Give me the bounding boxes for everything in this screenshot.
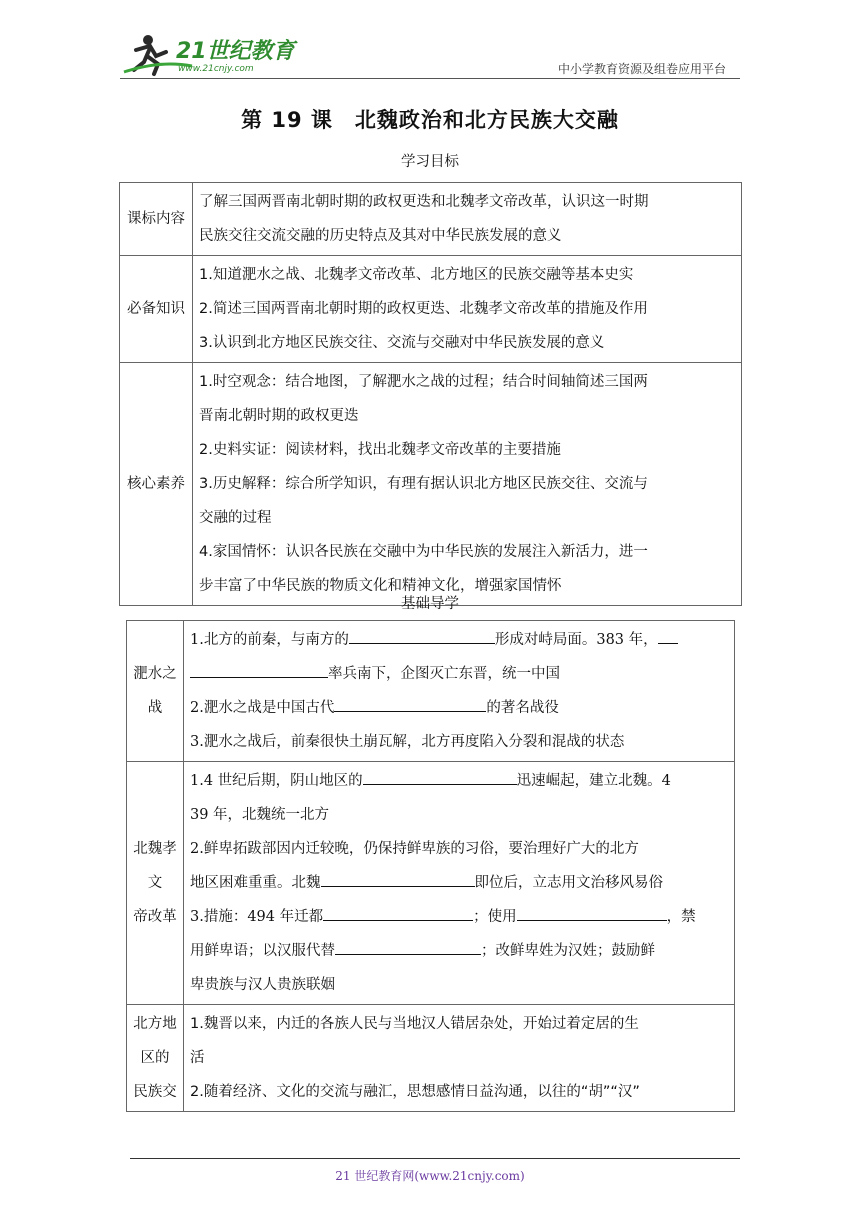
text-line: 2.史料实证：阅读材料，找出北魏孝文帝改革的主要措施 <box>199 442 561 458</box>
text-line: 交融的过程 <box>199 510 272 526</box>
fill-blank[interactable] <box>658 625 678 644</box>
label-line: 区的 <box>140 1050 170 1066</box>
table-row <box>127 762 735 1005</box>
text-line: 1.北方的前秦，与南方的 形成对峙局面。383 年， <box>190 623 728 657</box>
text-line: 2.淝水之战是中国古代 的著名战役 <box>190 691 728 725</box>
footer-link[interactable]: 21 世纪教育网(www.21cnjy.com) <box>335 1169 525 1183</box>
goal-label-standard: 课标内容 <box>120 183 193 256</box>
text-line: 4.家国情怀：认识各民族在交融中为中华民族的发展注入新活力，进一 <box>199 544 648 560</box>
goal-content-knowledge <box>193 256 742 363</box>
guide-label-feishui <box>127 621 184 762</box>
goal-label-literacy: 核心素养 <box>120 363 193 606</box>
text-line: 地区困难重重。北魏 即位后，立志用文治移风易俗 <box>190 866 728 900</box>
logo <box>120 30 300 78</box>
guide-label-fusion <box>127 1005 184 1112</box>
table-row <box>120 363 742 606</box>
text-line: 39 年，北魏统一北方 <box>190 807 330 823</box>
table-row <box>127 1005 735 1112</box>
label-line: 帝改革 <box>133 909 177 925</box>
text-line: 晋南北朝时期的政权更迭 <box>199 408 359 424</box>
fill-blank[interactable] <box>363 766 517 785</box>
svg-text:www.21cnjy.com: www.21cnjy.com <box>178 64 254 74</box>
label-line: 北方地 <box>133 1016 177 1032</box>
svg-text:21世纪教育: 21世纪教育 <box>176 39 295 64</box>
text-line: 3.历史解释：综合所学知识，有理有据认识北方地区民族交往、交流与 <box>199 476 648 492</box>
text-line: 活 <box>190 1050 205 1066</box>
text-line: 1.时空观念：结合地图，了解淝水之战的过程；结合时间轴简述三国两 <box>199 374 648 390</box>
text-line: 3.淝水之战后，前秦很快土崩瓦解，北方再度陷入分裂和混战的状态 <box>190 734 625 750</box>
text-line: 卑贵族与汉人贵族联姻 <box>190 977 335 993</box>
fill-blank[interactable] <box>321 868 475 887</box>
goals-table <box>119 182 742 606</box>
table-row <box>127 621 735 762</box>
platform-name: 中小学教育资源及组卷应用平台 <box>557 62 726 76</box>
fill-blank[interactable] <box>190 659 328 678</box>
text-line: 1.4 世纪后期，阴山地区的 迅速崛起，建立北魏。4 <box>190 764 728 798</box>
lesson-title: 第 19 课 北魏政治和北方民族大交融 <box>241 108 619 132</box>
label-line: 战 <box>147 700 163 716</box>
fill-blank[interactable] <box>517 902 667 921</box>
goals-heading: 学习目标 <box>401 154 459 170</box>
goal-content-literacy <box>193 363 742 606</box>
text-line: 2.简述三国两晋南北朝时期的政权更迭、北魏孝文帝改革的措施及作用 <box>199 301 648 317</box>
fill-blank[interactable] <box>349 625 495 644</box>
text-line: 用鲜卑语；以汉服代替 ；改鲜卑姓为汉姓；鼓励鲜 <box>190 934 728 968</box>
text-line: 步丰富了中华民族的物质文化和精神文化，增强家国情怀 <box>199 578 562 594</box>
text-line: 民族交往交流交融的历史特点及其对中华民族发展的意义 <box>199 228 562 244</box>
table-row <box>120 256 742 363</box>
fill-blank[interactable] <box>323 902 473 921</box>
label-line: 北魏孝 <box>133 841 177 857</box>
goal-content-standard <box>193 183 742 256</box>
guide-table <box>126 620 735 1112</box>
fill-blank[interactable] <box>334 693 486 712</box>
label-line: 民族交 <box>133 1084 177 1100</box>
text-line: 2.鲜卑拓跋部因内迁较晚，仍保持鲜卑族的习俗，要治理好广大的北方 <box>190 841 639 857</box>
text-line: 率兵南下，企图灭亡东晋，统一中国 <box>190 657 728 691</box>
goal-label-knowledge: 必备知识 <box>120 256 193 363</box>
text-line: 了解三国两晋南北朝时期的政权更迭和北魏孝文帝改革，认识这一时期 <box>199 194 649 210</box>
text-line: 3.认识到北方地区民族交往、交流与交融对中华民族发展的意义 <box>199 335 605 351</box>
guide-label-reform <box>127 762 184 1005</box>
text-line: 2.随着经济、文化的交流与融汇，思想感情日益沟通，以往的“胡”“汉” <box>190 1084 640 1100</box>
table-row <box>120 183 742 256</box>
runner-logo-icon <box>120 30 300 78</box>
guide-content-feishui <box>184 621 735 762</box>
guide-content-fusion <box>184 1005 735 1112</box>
text-line: 1.知道淝水之战、北魏孝文帝改革、北方地区的民族交融等基本史实 <box>199 267 634 283</box>
fill-blank[interactable] <box>335 936 481 955</box>
label-line: 文 <box>147 875 163 891</box>
header-divider <box>120 78 740 79</box>
footer-divider <box>130 1158 740 1159</box>
guide-content-reform <box>184 762 735 1005</box>
text-line: 3.措施：494 年迁都 ；使用 ，禁 <box>190 900 728 934</box>
page-header <box>120 30 740 80</box>
label-line: 淝水之 <box>133 666 177 682</box>
text-line: 1.魏晋以来，内迁的各族人民与当地汉人错居杂处，开始过着定居的生 <box>190 1016 639 1032</box>
guide-heading: 基础导学 <box>401 596 459 612</box>
